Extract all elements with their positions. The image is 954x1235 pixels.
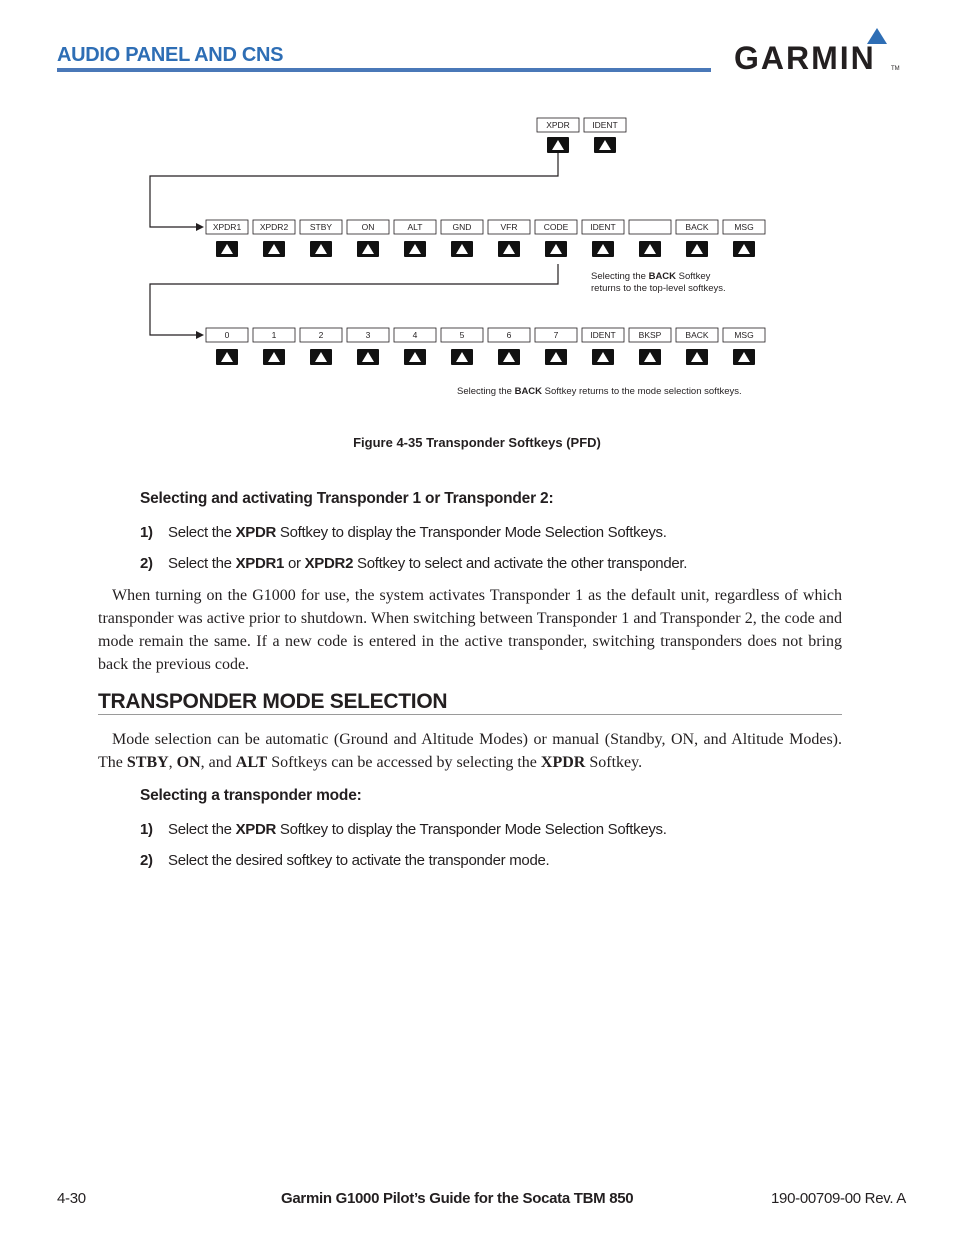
mode-softkey-label: CODE <box>543 222 569 232</box>
page-number: 4-30 <box>57 1190 86 1207</box>
mode-softkey-label: VFR <box>500 222 518 232</box>
code-softkey-label: 3 <box>365 330 371 340</box>
section-title: AUDIO PANEL AND CNS <box>57 44 284 66</box>
footer-title: Garmin G1000 Pilot’s Guide for the Socata TBM 850 <box>281 1190 634 1207</box>
code-softkey-label: BACK <box>685 330 709 340</box>
code-softkey-label: 1 <box>271 330 277 340</box>
mode-softkey-label: ALT <box>407 222 423 232</box>
mode-softkey-label: STBY <box>309 222 333 232</box>
figure-caption: Figure 4-35 Transponder Softkeys (PFD) <box>353 435 601 450</box>
top-softkey-label: IDENT <box>592 120 618 130</box>
mode-softkey-label: XPDR2 <box>259 222 289 232</box>
garmin-logo-tm: TM <box>891 66 900 72</box>
mode-softkey-label: BACK <box>685 222 709 232</box>
mode-softkey-label: MSG <box>734 222 754 232</box>
code-softkey-label: MSG <box>734 330 754 340</box>
code-softkey-label: 6 <box>506 330 512 340</box>
document-number: 190-00709-00 Rev. A <box>771 1190 906 1207</box>
subsection-heading-1: Selecting and activating Transponder 1 or Transponder 2: <box>140 490 554 507</box>
mode-softkey-label-box <box>629 220 671 234</box>
section-rule <box>98 714 842 715</box>
mode-softkey-label: XPDR1 <box>212 222 242 232</box>
step-2-select-mode: 2) Select the desired softkey to activate the transponder mode. <box>140 852 550 869</box>
code-softkey-row <box>206 328 765 365</box>
section-heading-mode-selection: TRANSPONDER MODE SELECTION <box>98 690 448 713</box>
mode-softkey-row <box>206 220 765 257</box>
mode-back-note: Selecting the BACK Softkey returns to the top-level softkeys. <box>591 271 726 294</box>
mode-softkey-label: ON <box>361 222 375 232</box>
code-softkey-label: 4 <box>412 330 418 340</box>
step-1-select-xpdr: 1) Select the XPDR Softkey to display the Transponder Mode Selection Softkeys. <box>140 821 667 838</box>
top-softkey-row <box>537 118 626 153</box>
code-softkey-label: IDENT <box>590 330 616 340</box>
mode-softkey-label: GND <box>452 222 472 232</box>
code-softkey-label: 0 <box>224 330 230 340</box>
code-softkey-label: BKSP <box>638 330 662 340</box>
code-back-note: Selecting the BACK Softkey returns to the mode selection softkeys. <box>457 386 742 397</box>
code-softkey-label: 2 <box>318 330 324 340</box>
code-softkey-label: 5 <box>459 330 465 340</box>
softkey-diagram <box>0 0 954 440</box>
step-1-xpdr: 1) Select the XPDR Softkey to display the Transponder Mode Selection Softkeys. <box>140 524 667 541</box>
flow-arrowhead-code <box>196 331 204 339</box>
subsection-heading-2: Selecting a transponder mode: <box>140 787 362 804</box>
garmin-logo: GARMIN <box>734 40 876 76</box>
top-softkey-label: XPDR <box>546 120 570 130</box>
mode-softkey-label: IDENT <box>590 222 616 232</box>
flow-arrow-xpdr <box>150 153 558 227</box>
code-softkey-label: 7 <box>553 330 559 340</box>
flow-arrowhead-xpdr <box>196 223 204 231</box>
paragraph-mode-selection: Mode selection can be automatic (Ground and Altitude Modes) or manual (Standby, ON, and Altitude Modes). The STBY, ON, and ALT Softkeys can be accessed by selecting the XPDR Softkey. <box>98 731 842 771</box>
step-2-xpdr1-xpdr2: 2) Select the XPDR1 or XPDR2 Softkey to select and activate the other transponder. <box>140 555 688 572</box>
flow-arrow-code <box>150 264 558 366</box>
paragraph-default-unit: When turning on the G1000 for use, the system activates Transponder 1 as the default unit, regardless of which transponder was active prior to shutdown. When switching between Transponder 1 and Transponder 2, the code and mode remain the same. If a new code is entered in the active transponder, switching transponders does not bring back the previous code. <box>98 587 842 673</box>
